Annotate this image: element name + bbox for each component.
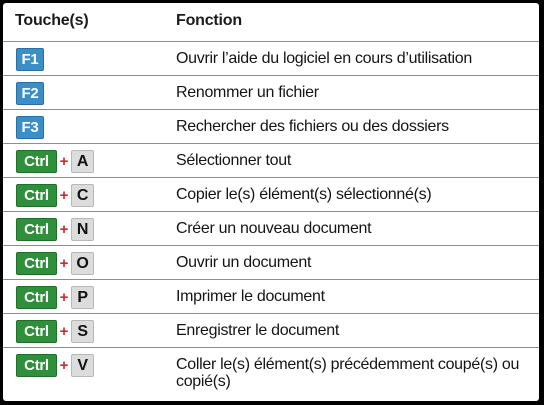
table-row bbox=[3, 245, 539, 279]
letter-key-c: C bbox=[71, 184, 94, 207]
ctrl-key: Ctrl bbox=[16, 286, 57, 309]
table-row bbox=[3, 177, 539, 211]
letter-key-n: N bbox=[71, 218, 94, 241]
key-combo bbox=[16, 150, 94, 172]
ctrl-key: Ctrl bbox=[16, 218, 57, 241]
key-combo bbox=[16, 218, 94, 240]
ctrl-key: Ctrl bbox=[16, 150, 57, 173]
row-description: Enregistrer le document bbox=[176, 322, 339, 339]
row-description: Ouvrir l’aide du logiciel en cours d’utilisation bbox=[176, 50, 472, 67]
key-combo bbox=[16, 116, 44, 138]
plus-sign: + bbox=[59, 220, 69, 238]
plus-sign: + bbox=[59, 356, 69, 374]
plus-sign: + bbox=[59, 322, 69, 340]
f3-key: F3 bbox=[16, 116, 44, 139]
row-description: Ouvrir un document bbox=[176, 254, 312, 271]
table-row bbox=[3, 143, 539, 177]
ctrl-key: Ctrl bbox=[16, 252, 57, 275]
table-row bbox=[3, 279, 539, 313]
ctrl-key: Ctrl bbox=[16, 320, 57, 343]
key-combo bbox=[16, 252, 94, 274]
table-row bbox=[3, 313, 539, 347]
ctrl-key: Ctrl bbox=[16, 184, 57, 207]
f1-key: F1 bbox=[16, 48, 44, 71]
row-description: Rechercher des fichiers ou des dossiers bbox=[176, 118, 449, 135]
plus-sign: + bbox=[59, 254, 69, 272]
key-combo bbox=[16, 320, 94, 342]
key-combo bbox=[16, 184, 94, 206]
table-row bbox=[3, 109, 539, 143]
key-combo bbox=[16, 286, 94, 308]
letter-key-s: S bbox=[71, 320, 94, 343]
row-description: Coller le(s) élément(s) précédemment coupé(s) ou copié(s) bbox=[176, 356, 520, 390]
key-combo bbox=[16, 48, 44, 70]
letter-key-p: P bbox=[71, 286, 94, 309]
key-combo bbox=[16, 82, 44, 104]
header-function: Fonction bbox=[176, 12, 242, 29]
table-header bbox=[3, 3, 539, 41]
row-description: Sélectionner tout bbox=[176, 152, 291, 169]
ctrl-key: Ctrl bbox=[16, 354, 57, 377]
table-row bbox=[3, 347, 539, 401]
row-description: Imprimer le document bbox=[176, 288, 325, 305]
row-description: Copier le(s) élément(s) sélectionné(s) bbox=[176, 186, 432, 203]
letter-key-o: O bbox=[71, 252, 94, 275]
header-keys: Touche(s) bbox=[15, 12, 89, 29]
table-row bbox=[3, 41, 539, 75]
plus-sign: + bbox=[59, 288, 69, 306]
table-body bbox=[3, 41, 539, 401]
plus-sign: + bbox=[59, 186, 69, 204]
row-description: Renommer un fichier bbox=[176, 84, 319, 101]
f2-key: F2 bbox=[16, 82, 44, 105]
letter-key-v: V bbox=[71, 354, 94, 377]
table-row bbox=[3, 211, 539, 245]
letter-key-a: A bbox=[71, 150, 94, 173]
shortcut-table bbox=[3, 3, 539, 401]
key-combo bbox=[16, 354, 94, 376]
row-description: Créer un nouveau document bbox=[176, 220, 372, 237]
plus-sign: + bbox=[59, 152, 69, 170]
table-row bbox=[3, 75, 539, 109]
